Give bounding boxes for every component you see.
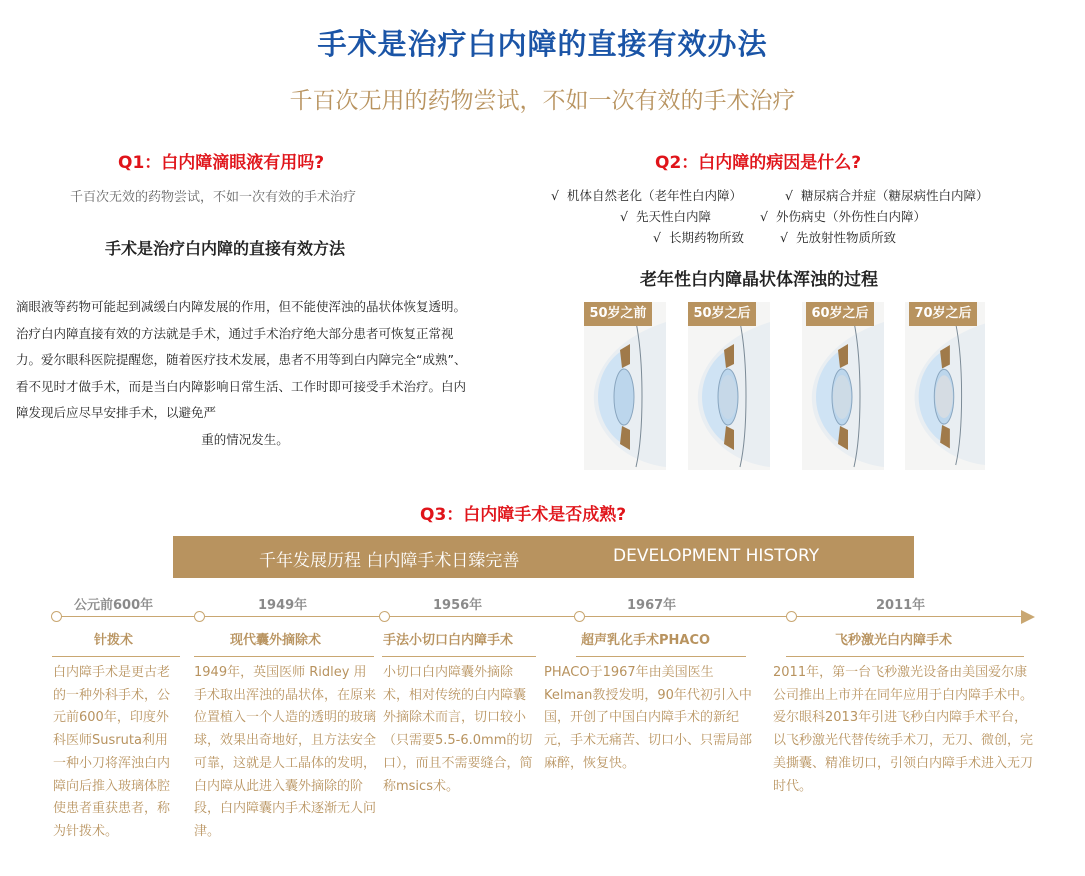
milestone-desc: 白内障手术是更古老的一种外科手术，公元前600年，印度外科医师Susruta利用一种小刀将浑浊白内障向后推入玻璃体腔使患者重获患者，称为针拨术。 (53, 665, 171, 839)
cause-label: 长期药物所致 (668, 230, 744, 245)
cause-label: 先放射性物质所致 (795, 230, 896, 245)
process-title: 老年性白内障晶状体浑浊的过程 (640, 270, 878, 290)
eye-stage-image (802, 302, 884, 470)
q1-body (16, 294, 474, 453)
check-icon: √ (653, 230, 661, 245)
milestone-year: 1949年 (258, 598, 308, 613)
milestone-divider (194, 656, 374, 657)
q1-body-text: 滴眼液等药物可能起到减缓白内障发展的作用，但不能使浑浊的晶状体恢复透明。治疗白内障直接有效的方法就是手术，通过手术治疗绝大部分患者可恢复正常视力。爱尔眼科医院提醒您，随着医疗技术发展，患者不用等到白内障完全“成熟”、看不见时才做手术，而是当白内障影响日常生活、工作时即可接受手术治疗。白内障发现后应尽早安排手术，以避免严 (16, 299, 467, 420)
banner-title-cn: 千年发展历程 白内障手术日臻完善 (259, 551, 520, 571)
eye-stage-image (905, 302, 985, 470)
milestone-divider (382, 656, 536, 657)
milestone-event: 飞秒激光白内障手术 (835, 633, 953, 648)
cause-item (620, 207, 711, 225)
milestone-divider (52, 656, 180, 657)
milestone-desc: 小切口白内障囊外摘除术，相对传统的白内障囊外摘除术而言，切口较小（只需要5.5-6.0mm的切口），而且不需要缝合，简称msics术。 (383, 665, 533, 794)
milestone-event: 手法小切口白内障手术 (383, 633, 514, 648)
cause-item (780, 228, 896, 246)
cause-label: 先天性白内障 (635, 209, 711, 224)
milestone-event: 针拨术 (94, 633, 134, 648)
timeline-node (379, 611, 390, 622)
eye-illustration (905, 302, 985, 470)
milestone-year: 1956年 (433, 598, 483, 613)
cause-item (653, 228, 744, 246)
timeline-node (786, 611, 797, 622)
q1-subheading: 手术是治疗白内障的直接有效方法 (105, 239, 346, 258)
cause-item (760, 207, 926, 225)
eye-stage-image (584, 302, 666, 470)
check-icon: √ (785, 188, 793, 203)
milestone-divider (786, 656, 1024, 657)
milestone-desc: PHACO于1967年由美国医生Kelman教授发明，90年代初引入中国，开创了中国白内障手术的新纪元，手术无痛苦、切口小、只需局部麻醉，恢复快。 (544, 665, 753, 771)
cause-item (551, 186, 742, 204)
q2-heading: Q2：白内障的病因是什么? (655, 153, 862, 173)
check-icon: √ (780, 230, 788, 245)
stage-label: 60岁之后 (806, 302, 874, 326)
cause-label: 外伤病史（外伤性白内障） (775, 209, 926, 224)
eye-illustration (688, 302, 770, 470)
check-icon: √ (551, 188, 559, 203)
stage-label: 70岁之后 (909, 302, 977, 326)
timeline-node (574, 611, 585, 622)
milestone-desc: 1949年，英国医师 Ridley 用手术取出浑浊的晶状体，在原来位置植入一个人造的透明的玻璃球，效果出奇地好，且方法安全可靠，这就是人工晶体的发明，白内障从此进入囊外摘除的阶段，白内障囊内手术逐渐无人问津。 (194, 665, 377, 839)
milestone-year: 1967年 (627, 598, 677, 613)
timeline-node (51, 611, 62, 622)
stage-label: 50岁之后 (688, 302, 756, 326)
history-banner (173, 536, 914, 578)
eye-illustration (802, 302, 884, 470)
page-subtitle: 千百次无用的药物尝试，不如一次有效的手术治疗 (289, 88, 796, 114)
milestone-divider (576, 656, 746, 657)
milestone-event: 超声乳化手术PHACO (581, 633, 711, 648)
milestone-year: 2011年 (876, 598, 926, 613)
q3-heading: Q3：白内障手术是否成熟? (420, 505, 627, 525)
check-icon: √ (760, 209, 768, 224)
milestone-event: 现代囊外摘除术 (230, 633, 322, 648)
cause-label: 机体自然老化（老年性白内障） (566, 188, 742, 203)
cause-item (785, 186, 988, 204)
banner-title-en: DEVELOPMENT HISTORY (613, 546, 820, 566)
check-icon: √ (620, 209, 628, 224)
cause-label: 糖尿病合并症（糖尿病性白内障） (800, 188, 989, 203)
stage-label: 50岁之前 (584, 302, 652, 326)
eye-stage-image (688, 302, 770, 470)
q1-note: 千百次无效的药物尝试，不如一次有效的手术治疗 (70, 190, 357, 205)
q1-body-last-line: 重的情况发生。 (201, 431, 289, 447)
milestone-year: 公元前600年 (74, 598, 154, 613)
arrow-right-icon (1021, 610, 1035, 624)
page-title: 手术是治疗白内障的直接有效办法 (317, 27, 768, 61)
timeline-node (194, 611, 205, 622)
eye-illustration (584, 302, 666, 470)
milestone-desc: 2011年，第一台飞秒激光设备由美国爱尔康公司推出上市并在同年应用于白内障手术中。爱尔眼科2013年引进飞秒白内障手术平台，以飞秒激光代替传统手术刀，无刀、微创，完美撕囊、精准切口，引领白内障手术进入无刀时代。 (773, 665, 1034, 794)
q1-heading: Q1：白内障滴眼液有用吗? (118, 153, 325, 173)
